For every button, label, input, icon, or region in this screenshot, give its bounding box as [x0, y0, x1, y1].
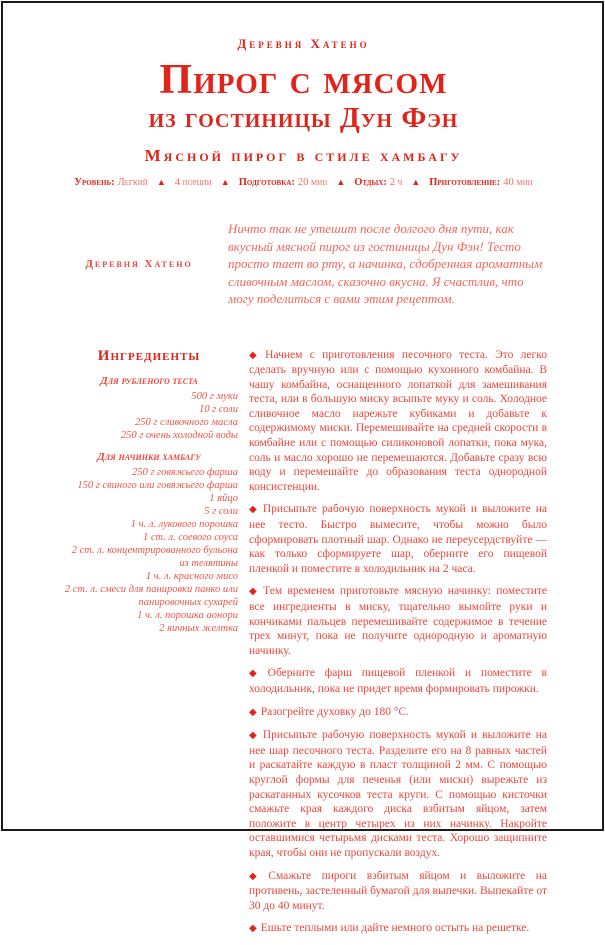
triangle-separator-icon: ▲	[336, 177, 346, 187]
ingredient-item: 250 г очень холодной воды	[120, 429, 238, 441]
ingredient-item: 10 г соли	[198, 403, 238, 415]
ingredient-item: 2 яичных желтка	[159, 622, 238, 634]
meta-level	[74, 177, 148, 188]
recipe-meta	[60, 177, 547, 188]
recipe-step	[249, 705, 547, 721]
ingredient-item: 500 г муки	[191, 390, 238, 402]
diamond-bullet-icon: ◆	[249, 349, 262, 361]
meta-value: 40 мин	[503, 177, 533, 188]
ingredient-item: 1 яйцо	[209, 492, 238, 504]
triangle-separator-icon: ▲	[156, 177, 166, 187]
ingredient-item: 2 ст. л. смеси для панировки панко или панировочных сухарей	[64, 583, 238, 608]
ingredient-item: 1 ч. л. красного мисо	[145, 570, 238, 582]
meta-rest	[354, 177, 402, 188]
quote-attribution: Деревня Хатено	[85, 257, 193, 270]
step-text: Начнем с приготовления песочного теста. Это легко сделать вручную или с помощью кухонного комбайна. В чашу комбайна, оснащенного лопаткой для замешивания теста, или в большую миску всыпьте муку и соль. Холодное сливочное масло нарежьте кубиками и добавьте к содержимому миски. Перемешивайте на средней скорости в комбайне или с помощью силиконовой лопатки, пока мука, соль и масло хорошо не перемешаются. Добавьте сразу всю воду и перемешайте до образования теста однородной консистенции.	[249, 348, 547, 493]
meta-value: 4 порции	[174, 177, 212, 188]
recipe-body	[60, 348, 547, 945]
recipe-step	[249, 666, 547, 696]
recipe-title-line1: Пирог с мясом	[159, 57, 448, 103]
ingredient-list	[60, 466, 238, 635]
ingredient-item: 2 ст. л. концентрированного бульона из телятины	[71, 544, 238, 569]
recipe-title-line2: из гостиницы Дун Фэн	[148, 102, 459, 134]
recipe-header	[60, 36, 547, 188]
meta-value: Легкий	[117, 177, 148, 188]
ingredient-group-heading: Для рубленого теста	[100, 374, 198, 387]
steps-column	[249, 348, 547, 945]
step-text: Тем временем приготовьте мясную начинку: поместите все ингредиенты в миску, тщательно вымойте руки и кончиками пальцев перемешивайте содержимое в течение трех минут, пока не получите однородную и ароматную начинку.	[249, 585, 547, 657]
ingredient-item: 250 г сливочного масла	[135, 416, 238, 428]
diamond-bullet-icon: ◆	[249, 730, 259, 742]
diamond-bullet-icon: ◆	[249, 668, 264, 680]
triangle-separator-icon: ▲	[220, 177, 230, 187]
recipe-step	[249, 502, 547, 576]
step-text: Оберните фарш пищевой пленкой и поместите в холодильник, пока не придет время формировать пирожки.	[249, 667, 547, 695]
ingredient-list	[60, 390, 238, 442]
ingredient-item: 150 г свиного или говяжьего фарша	[77, 479, 238, 491]
meta-label: Приготовление:	[429, 177, 501, 188]
ingredient-item: 1 ст. л. соевого соуса	[142, 531, 238, 543]
location-heading: Деревня Хатено	[237, 36, 370, 51]
meta-value: 2 ч	[389, 177, 403, 188]
ingredients-column	[60, 348, 238, 945]
ingredients-title: Ингредиенты	[97, 347, 201, 364]
meta-cook	[429, 177, 532, 188]
recipe-step	[249, 348, 547, 495]
quote-text: Ничто так не утешит после долгого дня пути, как вкусный мясной пирог из гостиницы Дун Фэн! Тесто просто тает во рту, а начинка, сдобренная ароматным сливочным маслом, сказочно вкусна. Я счастлив, что могу поделиться с вами этим рецептом.	[228, 221, 543, 306]
recipe-step	[249, 584, 547, 658]
ingredient-item: 1 ч. л. лукового порошка	[130, 518, 238, 530]
diamond-bullet-icon: ◆	[249, 504, 259, 516]
step-text: Ешьте теплыми или дайте немного остыть на решетке.	[260, 922, 530, 935]
step-text: Смажьте пироги взбитым яйцом и выложите на противень, застеленный бумагой для выпечки. Выпекайте от 30 до 40 минут.	[249, 869, 547, 912]
meta-label: Подготовка:	[238, 177, 295, 188]
meta-servings	[175, 177, 212, 188]
recipe-step	[249, 921, 547, 937]
diamond-bullet-icon: ◆	[249, 923, 257, 935]
step-text: Присыпьте рабочую поверхность мукой и выложите на нее тесто. Быстро вымесите, чтобы можно было сформировать плотный шар. Однако не переусердствуйте — как только сформируете шар, оберните его пищевой пленкой и поместите в холодильник на 2 часа.	[249, 503, 547, 575]
diamond-bullet-icon: ◆	[249, 706, 257, 718]
step-text: Присыпьте рабочую поверхность мукой и выложите на нее шар песочного теста. Разделите его на 8 равных частей и раскатайте каждую в пласт толщиной 2 мм. С помощью круглой формы для печенья (или миски) вырежьте из раскатанных кусочков теста круги. С помощью кисточки смажьте края каждого диска взбитым яйцом, затем положите в центр четырех из них начинку. Накройте оставшимися четырьмя дисками теста. Хорошо защипните края, чтобы они не пропускали воздух.	[249, 729, 547, 859]
meta-label: Отдых:	[354, 177, 387, 188]
diamond-bullet-icon: ◆	[249, 586, 260, 598]
meta-value: 20 мин	[297, 177, 328, 188]
meta-label: Уровень:	[74, 177, 115, 188]
intro-quote	[60, 220, 547, 308]
recipe-step	[249, 869, 547, 914]
recipe-step	[249, 728, 547, 860]
meta-prep	[239, 177, 328, 188]
triangle-separator-icon: ▲	[411, 177, 421, 187]
ingredient-item: 250 г говяжьего фарша	[131, 466, 238, 478]
step-text: Разогрейте духовку до 180 °C.	[260, 705, 410, 718]
diamond-bullet-icon: ◆	[249, 870, 265, 882]
ingredient-item: 5 г соли	[204, 505, 238, 517]
recipe-subtitle: Мясной пирог в стиле хамбагу	[144, 146, 463, 165]
ingredient-group-heading: Для начинки хамбагу	[97, 450, 201, 463]
ingredient-item: 1 ч. л. порошка аонори	[137, 609, 238, 621]
